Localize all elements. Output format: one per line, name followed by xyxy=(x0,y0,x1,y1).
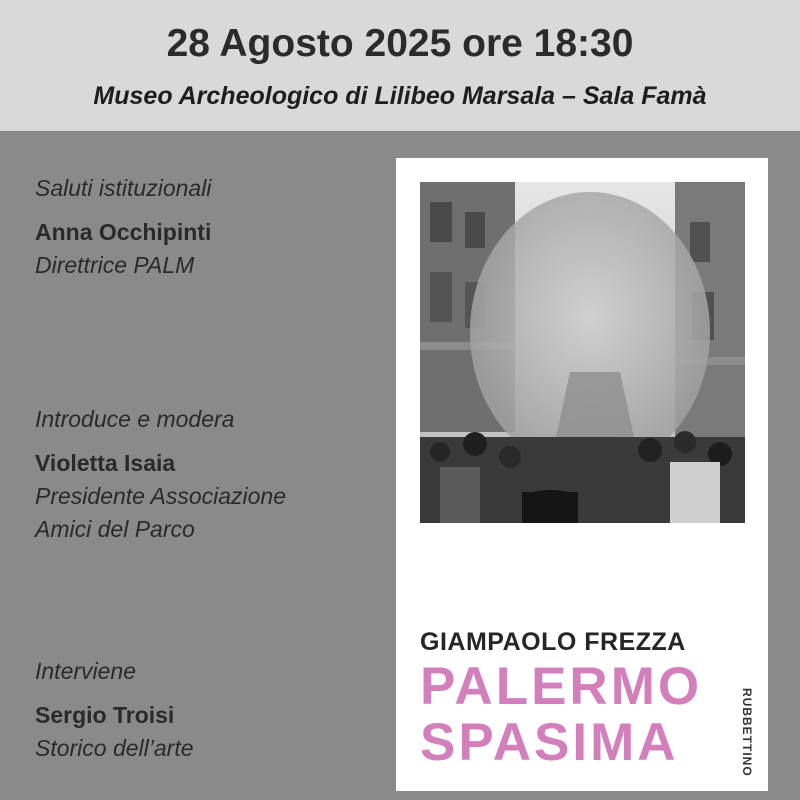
book-author: GIAMPAOLO FREZZA xyxy=(420,628,686,656)
program-name: Violetta Isaia xyxy=(35,450,176,476)
header-band xyxy=(0,0,800,131)
program-title: Amici del Parco xyxy=(35,516,195,542)
program-name: Anna Occhipinti xyxy=(35,219,212,245)
program-item-speaker xyxy=(35,655,194,765)
book-publisher: RUBBETTINO xyxy=(740,688,754,777)
program-role: Introduce e modera xyxy=(35,406,235,432)
program-role: Interviene xyxy=(35,658,137,684)
event-venue: Museo Archeologico di Lilibeo Marsala – Sala Famà xyxy=(93,82,707,110)
program-title: Direttrice PALM xyxy=(35,252,195,278)
program-title: Presidente Associazione xyxy=(35,483,287,509)
program-name: Sergio Troisi xyxy=(35,702,175,728)
program-item-greetings xyxy=(35,172,211,282)
book-title-line2: SPASIMA xyxy=(420,713,679,772)
program-role: Saluti istituzionali xyxy=(35,175,212,201)
book-title-line1: PALERMO xyxy=(420,657,703,716)
program-item-moderator xyxy=(35,403,286,546)
cover-photo xyxy=(420,182,745,523)
event-date-time: 28 Agosto 2025 ore 18:30 xyxy=(166,22,634,65)
program-title: Storico dell’arte xyxy=(35,735,194,761)
book-cover xyxy=(396,158,768,791)
